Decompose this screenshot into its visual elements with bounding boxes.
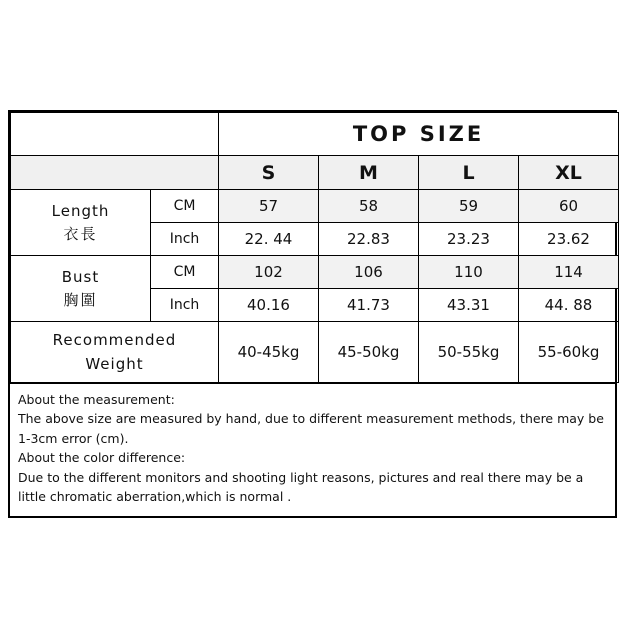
length-inch-l: 23.23 bbox=[419, 223, 519, 256]
length-inch-s: 22. 44 bbox=[219, 223, 319, 256]
table-row-recommended-weight bbox=[11, 322, 619, 383]
bust-inch-l: 43.31 bbox=[419, 289, 519, 322]
row-label-length-en: Length bbox=[51, 202, 110, 220]
row-label-length-cn: 衣長 bbox=[63, 224, 98, 243]
unit-length-cm: CM bbox=[151, 190, 219, 223]
header-size-s: S bbox=[219, 156, 319, 190]
recommended-label-line1: Recommended bbox=[52, 331, 177, 349]
table-row-headers bbox=[11, 156, 619, 190]
bust-inch-s: 40.16 bbox=[219, 289, 319, 322]
table-title: TOP SIZE bbox=[219, 113, 619, 156]
bust-inch-xl: 44. 88 bbox=[519, 289, 619, 322]
size-chart-table bbox=[10, 112, 619, 383]
length-cm-m: 58 bbox=[319, 190, 419, 223]
table-row-title bbox=[11, 113, 619, 156]
recommended-weight-xl: 55-60kg bbox=[519, 322, 619, 383]
row-label-length bbox=[11, 190, 151, 256]
unit-length-inch: Inch bbox=[151, 223, 219, 256]
unit-bust-inch: Inch bbox=[151, 289, 219, 322]
note-measurement-body: The above size are measured by hand, due to different measurement methods, there may be 1-3cm error (cm). bbox=[18, 411, 604, 446]
bust-cm-s: 102 bbox=[219, 256, 319, 289]
table-row-bust-cm bbox=[11, 256, 619, 289]
bust-cm-m: 106 bbox=[319, 256, 419, 289]
length-cm-xl: 60 bbox=[519, 190, 619, 223]
length-cm-s: 57 bbox=[219, 190, 319, 223]
bust-inch-m: 41.73 bbox=[319, 289, 419, 322]
recommended-weight-l: 50-55kg bbox=[419, 322, 519, 383]
length-inch-m: 22.83 bbox=[319, 223, 419, 256]
note-color-body: Due to the different monitors and shooting light reasons, pictures and real there may be a little chromatic aberration,which is normal . bbox=[18, 469, 584, 504]
bust-cm-l: 110 bbox=[419, 256, 519, 289]
row-label-bust-cn: 胸圍 bbox=[63, 290, 98, 309]
note-color-heading: About the color difference: bbox=[18, 450, 186, 466]
table-row-length-cm bbox=[11, 190, 619, 223]
notes-section bbox=[10, 383, 615, 516]
title-blank-cell bbox=[11, 113, 219, 156]
size-chart-sheet bbox=[8, 110, 617, 518]
row-label-bust-en: Bust bbox=[61, 268, 100, 286]
unit-bust-cm: CM bbox=[151, 256, 219, 289]
recommended-weight-s: 40-45kg bbox=[219, 322, 319, 383]
row-label-bust bbox=[11, 256, 151, 322]
header-size-m: M bbox=[319, 156, 419, 190]
length-cm-l: 59 bbox=[419, 190, 519, 223]
length-inch-xl: 23.62 bbox=[519, 223, 619, 256]
recommended-weight-m: 45-50kg bbox=[319, 322, 419, 383]
header-blank-cell bbox=[11, 156, 219, 190]
header-size-xl: XL bbox=[519, 156, 619, 190]
recommended-label-line2: Weight bbox=[85, 355, 144, 373]
note-measurement-heading: About the measurement: bbox=[18, 392, 175, 407]
row-label-recommended-weight bbox=[11, 322, 219, 383]
bust-cm-xl: 114 bbox=[519, 256, 619, 289]
header-size-l: L bbox=[419, 156, 519, 190]
